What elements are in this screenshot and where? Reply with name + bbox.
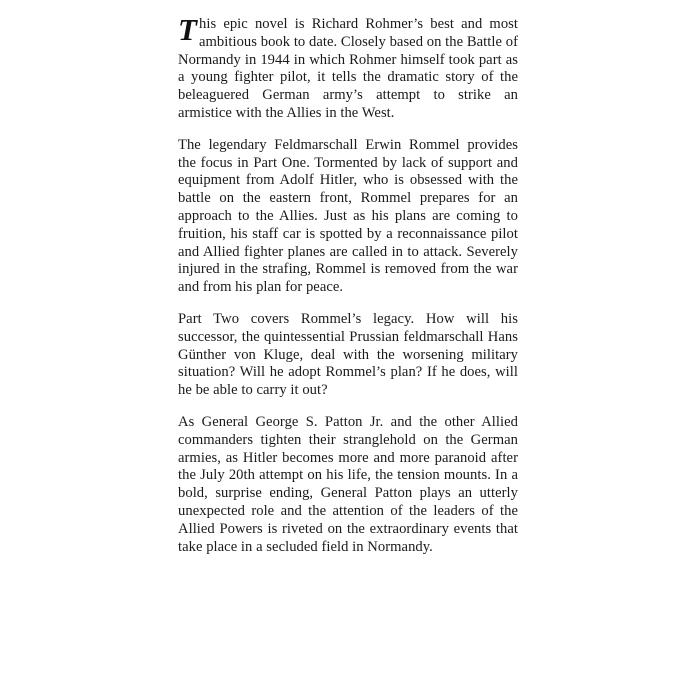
book-blurb [178,12,518,556]
blurb-paragraph-3: Part Two covers Rommel’s legacy. How will his successor, the quintessential Prussian feldmarschall Hans Günther von Kluge, deal with the worsening military situation? Will he adopt Rommel’s plan? If he does, will he be able to carry it out? [178,310,518,399]
drop-cap: T [178,12,197,47]
blurb-paragraph-1 [178,12,518,123]
blurb-paragraph-4: As General George S. Patton Jr. and the other Allied commanders tighten their stranglehold on the German armies, as Hitler becomes more and more paranoid after the July 20th attempt on his life, the tension mounts. In a bold, surprise ending, General Patton plays an utterly unexpected role and the attention of the leaders of the Allied Powers is riveted on the extraordinary events that take place in a secluded field in Normandy. [178,413,518,555]
blurb-paragraph-1-text: his epic novel is Richard Rohmer’s best and most ambitious book to date. Closely based on the Battle of Normandy in 1944 in which Rohmer himself took part as a young fighter pilot, it tells the dramatic story of the beleaguered German army’s attempt to strike an armistice with the Allies in the West. [178,16,518,121]
blurb-paragraph-2: The legendary Feldmarschall Erwin Rommel provides the focus in Part One. Tormented by lack of support and equipment from Adolf Hitler, who is obsessed with the battle on the eastern front, Rommel prepares for an approach to the Allies. Just as his plans are coming to fruition, his staff car is spotted by a reconnaissance pilot and Allied fighter planes are called in to attack. Severely injured in the strafing, Rommel is removed from the war and from his plan for peace. [178,136,518,296]
